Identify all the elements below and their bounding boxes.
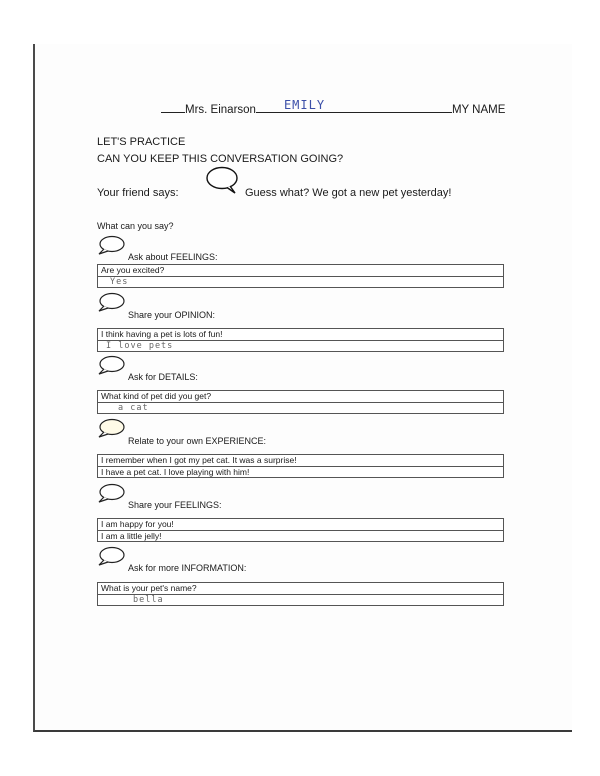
title-lets-practice: LET'S PRACTICE: [97, 136, 186, 148]
my-name-label: MY NAME: [451, 104, 506, 116]
speech-bubble-icon: [97, 547, 125, 565]
section-label-ask-details: Ask for DETAILS:: [128, 372, 198, 382]
response-row: I am happy for you!: [101, 519, 174, 529]
response-row: What is your pet's name?: [101, 583, 197, 593]
response-row: I remember when I got my pet cat. It was a surprise!: [101, 455, 297, 465]
response-row: What kind of pet did you get?: [101, 391, 212, 401]
section-label-share-opinion: Share your OPINION:: [128, 310, 216, 320]
section-label-more-information: Ask for more INFORMATION:: [128, 563, 247, 573]
section-label-relate-experience: Relate to your own EXPERIENCE:: [128, 436, 267, 446]
section-label-share-feelings: Share your FEELINGS:: [128, 500, 222, 510]
speech-bubble-icon: [97, 236, 125, 254]
response-box-ask-feelings: [97, 264, 504, 288]
speech-bubble-icon: [97, 484, 125, 502]
response-box-ask-details: [97, 390, 504, 414]
response-row-handwritten[interactable]: a cat: [98, 402, 503, 413]
friend-quote: Guess what? We got a new pet yesterday!: [245, 187, 452, 199]
response-box-share-opinion: [97, 328, 504, 352]
speech-bubble-icon: [97, 419, 125, 437]
response-row: I am a little jelly!: [98, 530, 503, 541]
blank-line: [161, 101, 185, 113]
response-row-handwritten[interactable]: I love pets: [98, 340, 503, 351]
speech-bubble-icon: [205, 166, 241, 194]
title-keep-conversation: CAN YOU KEEP THIS CONVERSATION GOING?: [97, 153, 344, 165]
response-row-handwritten[interactable]: bella: [98, 594, 503, 605]
response-row: Are you excited?: [101, 265, 165, 275]
response-row: I think having a pet is lots of fun!: [101, 329, 223, 339]
response-box-relate-experience: [97, 454, 504, 478]
friend-says-label: Your friend says:: [97, 187, 179, 199]
what-can-you-say: What can you say?: [97, 221, 174, 231]
speech-bubble-icon: [97, 356, 125, 374]
response-row-handwritten[interactable]: Yes: [98, 276, 503, 287]
response-box-share-feelings: [97, 518, 504, 542]
speech-bubble-icon: [97, 293, 125, 311]
header-line: [161, 98, 506, 116]
response-box-more-information: [97, 582, 504, 606]
student-name-field[interactable]: [256, 98, 452, 113]
response-row: I have a pet cat. I love playing with him!: [98, 466, 503, 477]
teacher-name: Mrs. Einarson: [185, 104, 256, 116]
student-name-handwritten: EMILY: [283, 98, 326, 112]
section-label-ask-feelings: Ask about FEELINGS:: [128, 252, 218, 262]
